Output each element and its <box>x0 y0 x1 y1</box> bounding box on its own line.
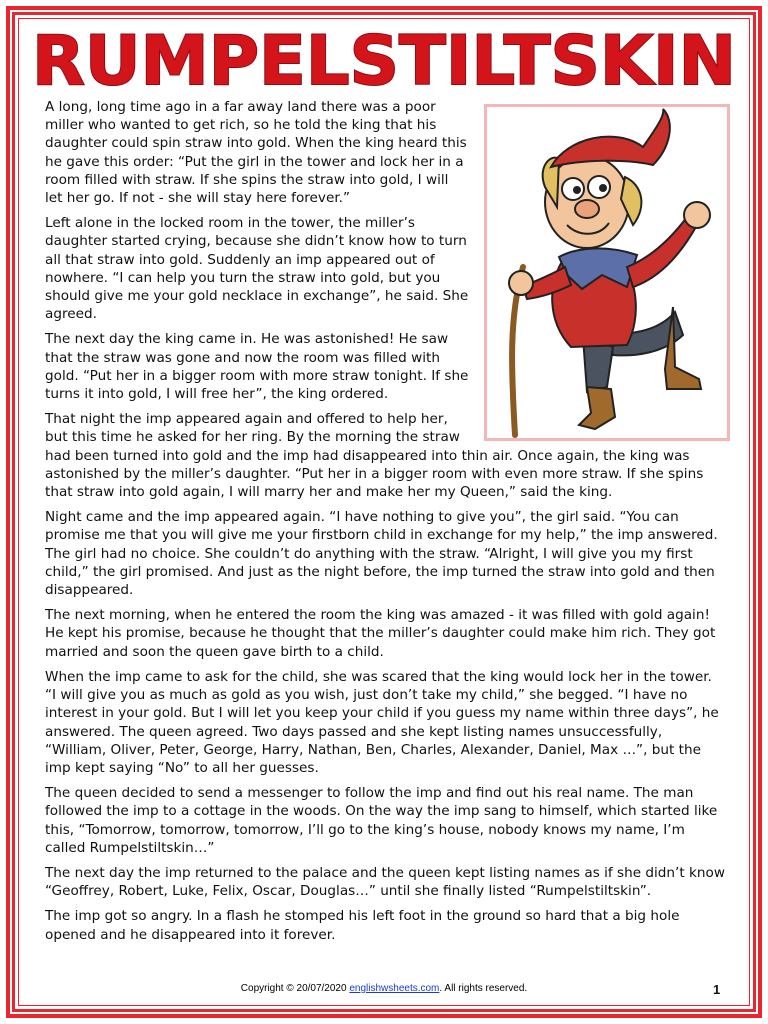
page-number: 1 <box>713 982 721 997</box>
worksheet-title <box>22 22 746 96</box>
imp-illustration-frame <box>484 104 730 441</box>
story-paragraph: That night the imp appeared again and offered to help her, but this time he asked for her ring. By the morning the straw had been turned into gold and the imp had disappeared into thin air. Once again, the king was astonished by the miller’s daughter. “Put her in a bigger room with even more straw. If she spins that straw into gold again, I will marry her and make her my Queen,” said the king. <box>45 411 704 501</box>
copyright-prefix: Copyright © 20/07/2020 <box>240 983 350 994</box>
website-link[interactable]: englishwsheets.com <box>349 983 440 994</box>
story-paragraph: Night came and the imp appeared again. “I have nothing to give you”, the girl said. “You can promise me that you will give me your firstborn child in exchange for my help,” the imp answered. The girl had no choice. She couldn’t do anything with the straw. “Alright, I will give you my first child,” the girl promised. And just as the night before, the imp turned the straw into gold and then disappeared. <box>45 509 718 599</box>
copyright-footer <box>0 983 768 994</box>
story-paragraph: When the imp came to ask for the child, she was scared that the king would lock her in the tower. “I will give you as much as gold as you wish, just don’t take my child,” she begged. “I have no interest in your gold. But I will let you keep your child if you guess my name within three days”, he answered. The queen agreed. Two days passed and she kept listing names unsuccessfully, “William, Oliver, Peter, George, Harry, Nathan, Ben, Charles, Alexander, Daniel, Max …”, but the imp kept saying “No” to all her guesses. <box>45 668 719 776</box>
imp-illustration <box>487 107 727 438</box>
story-paragraph: The imp got so angry. In a flash he stomped his left foot in the ground so hard that a big hole opened and he disappeared into it forever. <box>45 908 680 943</box>
story-paragraph: A long, long time ago in a far away land there was a poor miller who wanted to get rich, so he told the king that his daughter could spin straw into gold. When the king heard this he gave this order: “Put the girl in the tower and lock her in a room filled with straw. If she spins the straw into gold, I will let her go. If not - she will stay here forever.” <box>45 99 467 207</box>
story-paragraph: The next day the imp returned to the palace and the queen kept listing names as if she didn’t know “Geoffrey, Robert, Luke, Felix, Oscar, Douglas…” until she finally listed “Rumpelstiltskin”. <box>45 864 725 900</box>
story-paragraph: The next day the king came in. He was astonished! He saw that the straw was gone and now the room was filled with gold. “Put her in a bigger room with more straw tonight. If she turns it into gold, I will free her”, the king ordered. <box>45 331 469 403</box>
story-paragraph: Left alone in the locked room in the tower, the miller’s daughter started crying, because she didn’t know how to turn all that straw into gold. Suddenly an imp appeared out of nowhere. “I can help you turn the straw into gold, but you should give me your gold necklace in exchange”, he said. She agreed. <box>45 215 469 323</box>
title-text: RUMPELSTILTSKIN <box>32 22 736 96</box>
story-text <box>45 98 725 951</box>
story-paragraph: The queen decided to send a messenger to follow the imp and find out his real name. The man followed the imp to a cottage in the woods. On the way the imp sang to himself, which started like this, “Tomorrow, tomorrow, tomorrow, I’ll go to the king’s house, nobody knows my name, I’m called Rumpelstiltskin…” <box>45 785 718 856</box>
copyright-suffix: . All rights reserved. <box>439 983 528 994</box>
story-paragraph: The next morning, when he entered the room the king was amazed - it was filled with gold again! He kept his promise, because he thought that the miller’s daughter could make him rich. They got married and soon the queen gave birth to a child. <box>45 607 716 660</box>
